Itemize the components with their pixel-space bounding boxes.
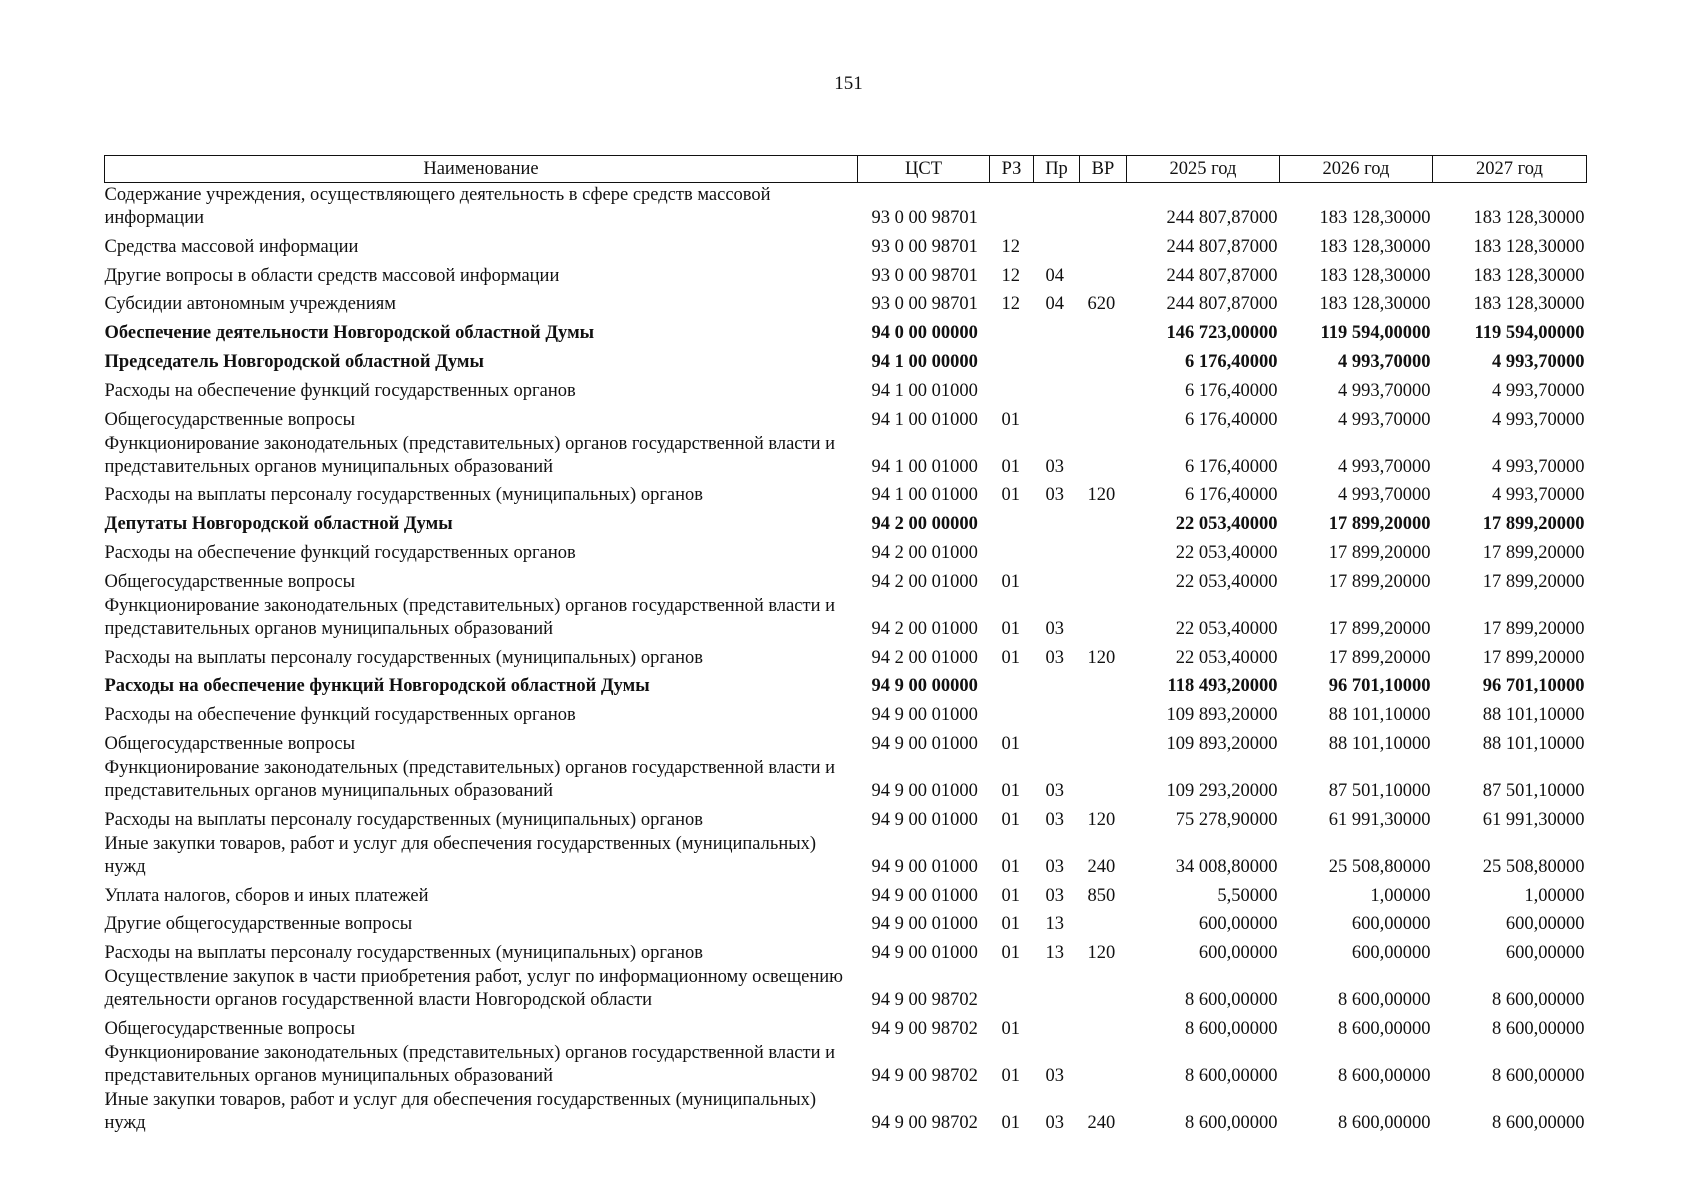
- cell-name: Общегосударственные вопросы: [104, 571, 356, 592]
- cell-2027: 119 594,00000: [1474, 323, 1585, 344]
- cell-rz: 01: [1001, 409, 1020, 430]
- cell-2027: 17 899,20000: [1482, 542, 1585, 563]
- cell-pr: [1034, 1012, 1080, 1041]
- budget-table: [104, 155, 1587, 1135]
- cell-pr: [1034, 374, 1080, 403]
- cell-name: Другие вопросы в области средств массовой информации: [104, 265, 560, 286]
- cell-rz: 01: [1001, 856, 1020, 877]
- page-number: 151: [834, 73, 863, 94]
- cell-pr: 03: [1045, 618, 1064, 639]
- cell-cst: 94 2 00 01000: [871, 542, 978, 563]
- cell-2025: 5,50000: [1217, 885, 1278, 906]
- cell-2027: 8 600,00000: [1492, 1018, 1585, 1039]
- cell-2027: 4 993,70000: [1492, 485, 1585, 506]
- table-row: [105, 316, 1587, 345]
- cell-2026: 183 128,30000: [1319, 265, 1431, 286]
- cell-2027: 25 508,80000: [1482, 856, 1585, 877]
- cell-rz: 01: [1001, 780, 1020, 801]
- cell-2026: 17 899,20000: [1328, 514, 1431, 535]
- table-row: [105, 803, 1587, 832]
- cell-vr: [1080, 1041, 1127, 1088]
- cell-cst: 94 9 00 01000: [871, 943, 978, 964]
- header-2026: 2026 год: [1280, 156, 1433, 183]
- cell-name: Расходы на выплаты персоналу государственных (муниципальных) органов: [104, 647, 704, 668]
- cell-2025: 109 893,20000: [1166, 733, 1278, 754]
- table-row: [105, 594, 1587, 641]
- table-row: [105, 565, 1587, 594]
- cell-2027: 17 899,20000: [1482, 571, 1585, 592]
- cell-cst: 94 9 00 01000: [871, 914, 978, 935]
- cell-cst: 94 9 00 98702: [871, 1112, 978, 1133]
- cell-name: Депутаты Новгородской областной Думы: [104, 514, 453, 535]
- table-row: [105, 345, 1587, 374]
- cell-2025: 109 893,20000: [1166, 705, 1278, 726]
- cell-rz: [990, 965, 1034, 1012]
- cell-vr: 120: [1087, 647, 1116, 668]
- cell-2027: 8 600,00000: [1492, 1112, 1585, 1133]
- cell-rz: [990, 698, 1034, 727]
- cell-2027: 87 501,10000: [1482, 780, 1585, 801]
- cell-rz: 01: [1001, 571, 1020, 592]
- cell-2026: 4 993,70000: [1338, 456, 1431, 477]
- cell-rz: 01: [1001, 809, 1020, 830]
- cell-2027: 183 128,30000: [1473, 265, 1585, 286]
- header-rz: РЗ: [990, 156, 1034, 183]
- cell-rz: 01: [1001, 914, 1020, 935]
- table-row: [105, 670, 1587, 699]
- cell-rz: 01: [1001, 733, 1020, 754]
- cell-2026: 600,00000: [1351, 914, 1431, 935]
- cell-2027: 17 899,20000: [1482, 647, 1585, 668]
- cell-2026: 4 993,70000: [1338, 485, 1431, 506]
- cell-2025: 244 807,87000: [1166, 236, 1278, 257]
- cell-name: Общегосударственные вопросы: [104, 409, 356, 430]
- cell-vr: [1080, 565, 1127, 594]
- cell-rz: 01: [1001, 647, 1020, 668]
- cell-vr: [1080, 594, 1127, 641]
- cell-pr: 03: [1045, 485, 1064, 506]
- cell-2025: 244 807,87000: [1166, 208, 1278, 228]
- cell-2025: 22 053,40000: [1175, 542, 1278, 563]
- cell-vr: 850: [1087, 885, 1116, 906]
- table-row: [105, 936, 1587, 965]
- cell-vr: [1080, 670, 1127, 699]
- cell-cst: 94 0 00 00000: [871, 323, 978, 344]
- table-row: [105, 965, 1587, 1012]
- cell-pr: [1034, 536, 1080, 565]
- cell-name: Расходы на выплаты персоналу государственных (муниципальных) органов: [104, 943, 704, 964]
- cell-2025: 34 008,80000: [1175, 856, 1278, 877]
- cell-2026: 17 899,20000: [1328, 618, 1431, 639]
- cell-2027: 183 128,30000: [1473, 208, 1585, 228]
- table-row: [105, 507, 1587, 536]
- cell-cst: 93 0 00 98701: [871, 294, 978, 315]
- cell-2026: 1,00000: [1370, 885, 1431, 906]
- cell-2025: 8 600,00000: [1185, 1065, 1278, 1086]
- cell-cst: 94 1 00 00000: [871, 351, 978, 372]
- cell-cst: 94 9 00 98702: [871, 1065, 978, 1086]
- cell-pr: 04: [1045, 265, 1064, 286]
- cell-2026: 4 993,70000: [1338, 409, 1431, 430]
- cell-2027: 600,00000: [1505, 943, 1585, 964]
- cell-2026: 8 600,00000: [1338, 1112, 1431, 1133]
- cell-vr: 620: [1087, 294, 1116, 315]
- table-row: [105, 432, 1587, 479]
- cell-2027: 17 899,20000: [1482, 618, 1585, 639]
- cell-pr: [1034, 183, 1080, 231]
- table-row: [105, 1088, 1587, 1135]
- cell-pr: [1034, 565, 1080, 594]
- cell-vr: 120: [1087, 809, 1116, 830]
- cell-2027: 8 600,00000: [1492, 1065, 1585, 1086]
- cell-2025: 600,00000: [1198, 914, 1278, 935]
- cell-2025: 6 176,40000: [1185, 380, 1278, 401]
- cell-2025: 22 053,40000: [1175, 571, 1278, 592]
- cell-pr: 03: [1045, 647, 1064, 668]
- budget-table-container: [104, 155, 1586, 1135]
- cell-cst: 94 1 00 01000: [871, 485, 978, 506]
- cell-name: Обеспечение деятельности Новгородской областной Думы: [104, 323, 595, 344]
- cell-2025: 6 176,40000: [1185, 456, 1278, 477]
- cell-vr: [1080, 1012, 1127, 1041]
- cell-2027: 183 128,30000: [1473, 294, 1585, 315]
- cell-rz: 01: [1001, 618, 1020, 639]
- cell-name: Расходы на выплаты персоналу государственных (муниципальных) органов: [104, 809, 704, 830]
- cell-vr: 240: [1087, 1112, 1116, 1133]
- cell-pr: 03: [1045, 885, 1064, 906]
- cell-name: Функционирование законодательных (представительных) органов государственной власти и представительных органов муниципальных образований: [104, 757, 836, 801]
- cell-rz: [990, 670, 1034, 699]
- cell-name: Функционирование законодательных (представительных) органов государственной власти и представительных органов муниципальных образований: [104, 1042, 836, 1086]
- cell-2025: 244 807,87000: [1166, 294, 1278, 315]
- cell-name: Расходы на выплаты персоналу государственных (муниципальных) органов: [104, 485, 704, 506]
- cell-name: Расходы на обеспечение функций государственных органов: [104, 542, 576, 563]
- cell-rz: [990, 183, 1034, 231]
- cell-pr: 13: [1045, 914, 1064, 935]
- cell-2025: 6 176,40000: [1185, 409, 1278, 430]
- cell-vr: 120: [1087, 485, 1116, 506]
- table-row: [105, 374, 1587, 403]
- cell-2027: 183 128,30000: [1473, 236, 1585, 257]
- cell-rz: 01: [1001, 1112, 1020, 1133]
- cell-2026: 8 600,00000: [1338, 990, 1431, 1011]
- cell-2025: 146 723,00000: [1166, 323, 1278, 344]
- table-body: [105, 183, 1587, 1135]
- cell-pr: [1034, 698, 1080, 727]
- cell-2027: 8 600,00000: [1492, 990, 1585, 1011]
- table-row: [105, 230, 1587, 259]
- cell-2026: 183 128,30000: [1319, 236, 1431, 257]
- cell-pr: 03: [1045, 780, 1064, 801]
- header-name: Наименование: [105, 156, 858, 183]
- cell-cst: 94 9 00 00000: [871, 676, 978, 697]
- table-row: [105, 908, 1587, 937]
- cell-2026: 183 128,30000: [1319, 208, 1431, 228]
- cell-pr: 03: [1045, 809, 1064, 830]
- table-row: [105, 698, 1587, 727]
- cell-2025: 8 600,00000: [1185, 1112, 1278, 1133]
- cell-rz: [990, 374, 1034, 403]
- cell-2025: 244 807,87000: [1166, 265, 1278, 286]
- cell-vr: [1080, 727, 1127, 756]
- cell-rz: [990, 536, 1034, 565]
- table-row: [105, 832, 1587, 879]
- cell-2026: 96 701,10000: [1328, 676, 1431, 697]
- header-cst: ЦСТ: [858, 156, 990, 183]
- cell-2027: 88 101,10000: [1482, 733, 1585, 754]
- cell-pr: [1034, 670, 1080, 699]
- cell-2027: 17 899,20000: [1482, 514, 1585, 535]
- cell-pr: 04: [1045, 294, 1064, 315]
- cell-2026: 4 993,70000: [1338, 380, 1431, 401]
- cell-pr: [1034, 727, 1080, 756]
- cell-2027: 96 701,10000: [1482, 676, 1585, 697]
- cell-2025: 8 600,00000: [1185, 1018, 1278, 1039]
- cell-2025: 22 053,40000: [1175, 618, 1278, 639]
- cell-2027: 4 993,70000: [1492, 409, 1585, 430]
- cell-pr: [1034, 345, 1080, 374]
- cell-name: Общегосударственные вопросы: [104, 1018, 356, 1039]
- cell-rz: [990, 507, 1034, 536]
- table-row: [105, 479, 1587, 508]
- cell-vr: 240: [1087, 856, 1116, 877]
- table-header: [105, 156, 1587, 183]
- cell-cst: 94 9 00 01000: [871, 885, 978, 906]
- cell-pr: [1034, 403, 1080, 432]
- cell-pr: 03: [1045, 1065, 1064, 1086]
- cell-cst: 94 2 00 01000: [871, 571, 978, 592]
- cell-2025: 118 493,20000: [1167, 676, 1278, 697]
- cell-cst: 94 9 00 01000: [871, 733, 978, 754]
- cell-vr: [1080, 230, 1127, 259]
- cell-cst: 93 0 00 98701: [871, 208, 978, 228]
- table-row: [105, 183, 1587, 231]
- cell-pr: 03: [1045, 456, 1064, 477]
- cell-cst: 94 9 00 98702: [871, 990, 978, 1011]
- cell-2026: 87 501,10000: [1328, 780, 1431, 801]
- cell-2026: 600,00000: [1351, 943, 1431, 964]
- cell-name: Другие общегосударственные вопросы: [104, 914, 413, 935]
- cell-vr: [1080, 316, 1127, 345]
- cell-vr: [1080, 698, 1127, 727]
- cell-cst: 94 9 00 98702: [871, 1018, 978, 1039]
- cell-2025: 22 053,40000: [1175, 647, 1278, 668]
- cell-pr: [1034, 507, 1080, 536]
- header-row: [105, 156, 1587, 183]
- cell-vr: [1080, 183, 1127, 231]
- header-2027: 2027 год: [1433, 156, 1587, 183]
- cell-name: Функционирование законодательных (представительных) органов государственной власти и представительных органов муниципальных образований: [104, 433, 836, 477]
- cell-2026: 17 899,20000: [1328, 542, 1431, 563]
- cell-2026: 119 594,00000: [1320, 323, 1431, 344]
- cell-vr: 120: [1087, 943, 1116, 964]
- cell-2027: 4 993,70000: [1492, 351, 1585, 372]
- table-row: [105, 756, 1587, 803]
- cell-name: Функционирование законодательных (представительных) органов государственной власти и представительных органов муниципальных образований: [104, 595, 836, 639]
- cell-rz: [990, 345, 1034, 374]
- cell-cst: 94 9 00 01000: [871, 780, 978, 801]
- cell-cst: 93 0 00 98701: [871, 265, 978, 286]
- cell-2025: 600,00000: [1198, 943, 1278, 964]
- cell-2026: 88 101,10000: [1328, 705, 1431, 726]
- cell-vr: [1080, 345, 1127, 374]
- cell-name: Расходы на обеспечение функций государственных органов: [104, 380, 576, 401]
- cell-2027: 600,00000: [1505, 914, 1585, 935]
- cell-vr: [1080, 374, 1127, 403]
- cell-name: Средства массовой информации: [104, 236, 359, 257]
- cell-pr: 13: [1045, 943, 1064, 964]
- cell-name: Расходы на обеспечение функций Новгородской областной Думы: [104, 676, 650, 697]
- cell-2025: 109 293,20000: [1166, 780, 1278, 801]
- cell-pr: [1034, 965, 1080, 1012]
- cell-rz: 01: [1001, 485, 1020, 506]
- cell-2027: 61 991,30000: [1482, 809, 1585, 830]
- cell-name: Уплата налогов, сборов и иных платежей: [104, 885, 429, 906]
- cell-name: Субсидии автономным учреждениям: [104, 294, 396, 315]
- table-row: [105, 879, 1587, 908]
- cell-pr: [1034, 230, 1080, 259]
- cell-2025: 22 053,40000: [1175, 514, 1278, 535]
- cell-2025: 8 600,00000: [1185, 990, 1278, 1011]
- cell-2025: 6 176,40000: [1185, 351, 1278, 372]
- cell-2026: 4 993,70000: [1338, 351, 1431, 372]
- table-row: [105, 641, 1587, 670]
- table-row: [105, 727, 1587, 756]
- cell-2026: 8 600,00000: [1338, 1065, 1431, 1086]
- cell-vr: [1080, 756, 1127, 803]
- cell-name: Председатель Новгородской областной Думы: [104, 351, 484, 372]
- cell-rz: 01: [1001, 943, 1020, 964]
- cell-vr: [1080, 507, 1127, 536]
- cell-2027: 4 993,70000: [1492, 456, 1585, 477]
- cell-cst: 94 9 00 01000: [871, 809, 978, 830]
- cell-rz: 01: [1001, 456, 1020, 477]
- table-row: [105, 536, 1587, 565]
- cell-pr: [1034, 316, 1080, 345]
- table-row: [105, 1041, 1587, 1088]
- cell-vr: [1080, 965, 1127, 1012]
- cell-2026: 17 899,20000: [1328, 647, 1431, 668]
- cell-2027: 1,00000: [1524, 885, 1585, 906]
- cell-rz: [990, 316, 1034, 345]
- cell-rz: 01: [1001, 1018, 1020, 1039]
- cell-cst: 94 2 00 01000: [871, 618, 978, 639]
- cell-2026: 8 600,00000: [1338, 1018, 1431, 1039]
- cell-2025: 6 176,40000: [1185, 485, 1278, 506]
- cell-2027: 4 993,70000: [1492, 380, 1585, 401]
- cell-vr: [1080, 403, 1127, 432]
- table-row: [105, 1012, 1587, 1041]
- cell-vr: [1080, 908, 1127, 937]
- cell-name: Осуществление закупок в части приобретения работ, услуг по информационному освещению деятельности органов государственной власти Новгородской области: [104, 967, 843, 1011]
- cell-2026: 88 101,10000: [1328, 733, 1431, 754]
- cell-cst: 94 9 00 01000: [871, 705, 978, 726]
- cell-cst: 94 1 00 01000: [871, 456, 978, 477]
- cell-name: Содержание учреждения, осуществляющего деятельность в сфере средств массовой информации: [104, 185, 771, 228]
- cell-2026: 25 508,80000: [1328, 856, 1431, 877]
- table-row: [105, 403, 1587, 432]
- cell-2027: 88 101,10000: [1482, 705, 1585, 726]
- cell-2025: 75 278,90000: [1175, 809, 1278, 830]
- header-pr: Пр: [1034, 156, 1080, 183]
- table-row: [105, 259, 1587, 288]
- cell-cst: 94 1 00 01000: [871, 380, 978, 401]
- cell-2026: 61 991,30000: [1328, 809, 1431, 830]
- cell-cst: 94 9 00 01000: [871, 856, 978, 877]
- cell-name: Иные закупки товаров, работ и услуг для обеспечения государственных (муниципальных) нужд: [104, 833, 817, 877]
- cell-cst: 94 2 00 01000: [871, 647, 978, 668]
- header-2025: 2025 год: [1127, 156, 1280, 183]
- cell-rz: 12: [1001, 236, 1020, 257]
- cell-cst: 93 0 00 98701: [871, 236, 978, 257]
- cell-2026: 183 128,30000: [1319, 294, 1431, 315]
- cell-vr: [1080, 432, 1127, 479]
- cell-rz: 12: [1001, 294, 1020, 315]
- header-vr: ВР: [1080, 156, 1127, 183]
- cell-rz: 12: [1001, 265, 1020, 286]
- cell-cst: 94 1 00 01000: [871, 409, 978, 430]
- cell-pr: 03: [1045, 856, 1064, 877]
- cell-name: Общегосударственные вопросы: [104, 733, 356, 754]
- cell-pr: 03: [1045, 1112, 1064, 1133]
- table-row: [105, 288, 1587, 317]
- cell-vr: [1080, 259, 1127, 288]
- cell-cst: 94 2 00 00000: [871, 514, 978, 535]
- cell-vr: [1080, 536, 1127, 565]
- cell-name: Расходы на обеспечение функций государственных органов: [104, 705, 576, 726]
- cell-2026: 17 899,20000: [1328, 571, 1431, 592]
- cell-rz: 01: [1001, 885, 1020, 906]
- cell-rz: 01: [1001, 1065, 1020, 1086]
- cell-name: Иные закупки товаров, работ и услуг для обеспечения государственных (муниципальных) нужд: [104, 1089, 817, 1133]
